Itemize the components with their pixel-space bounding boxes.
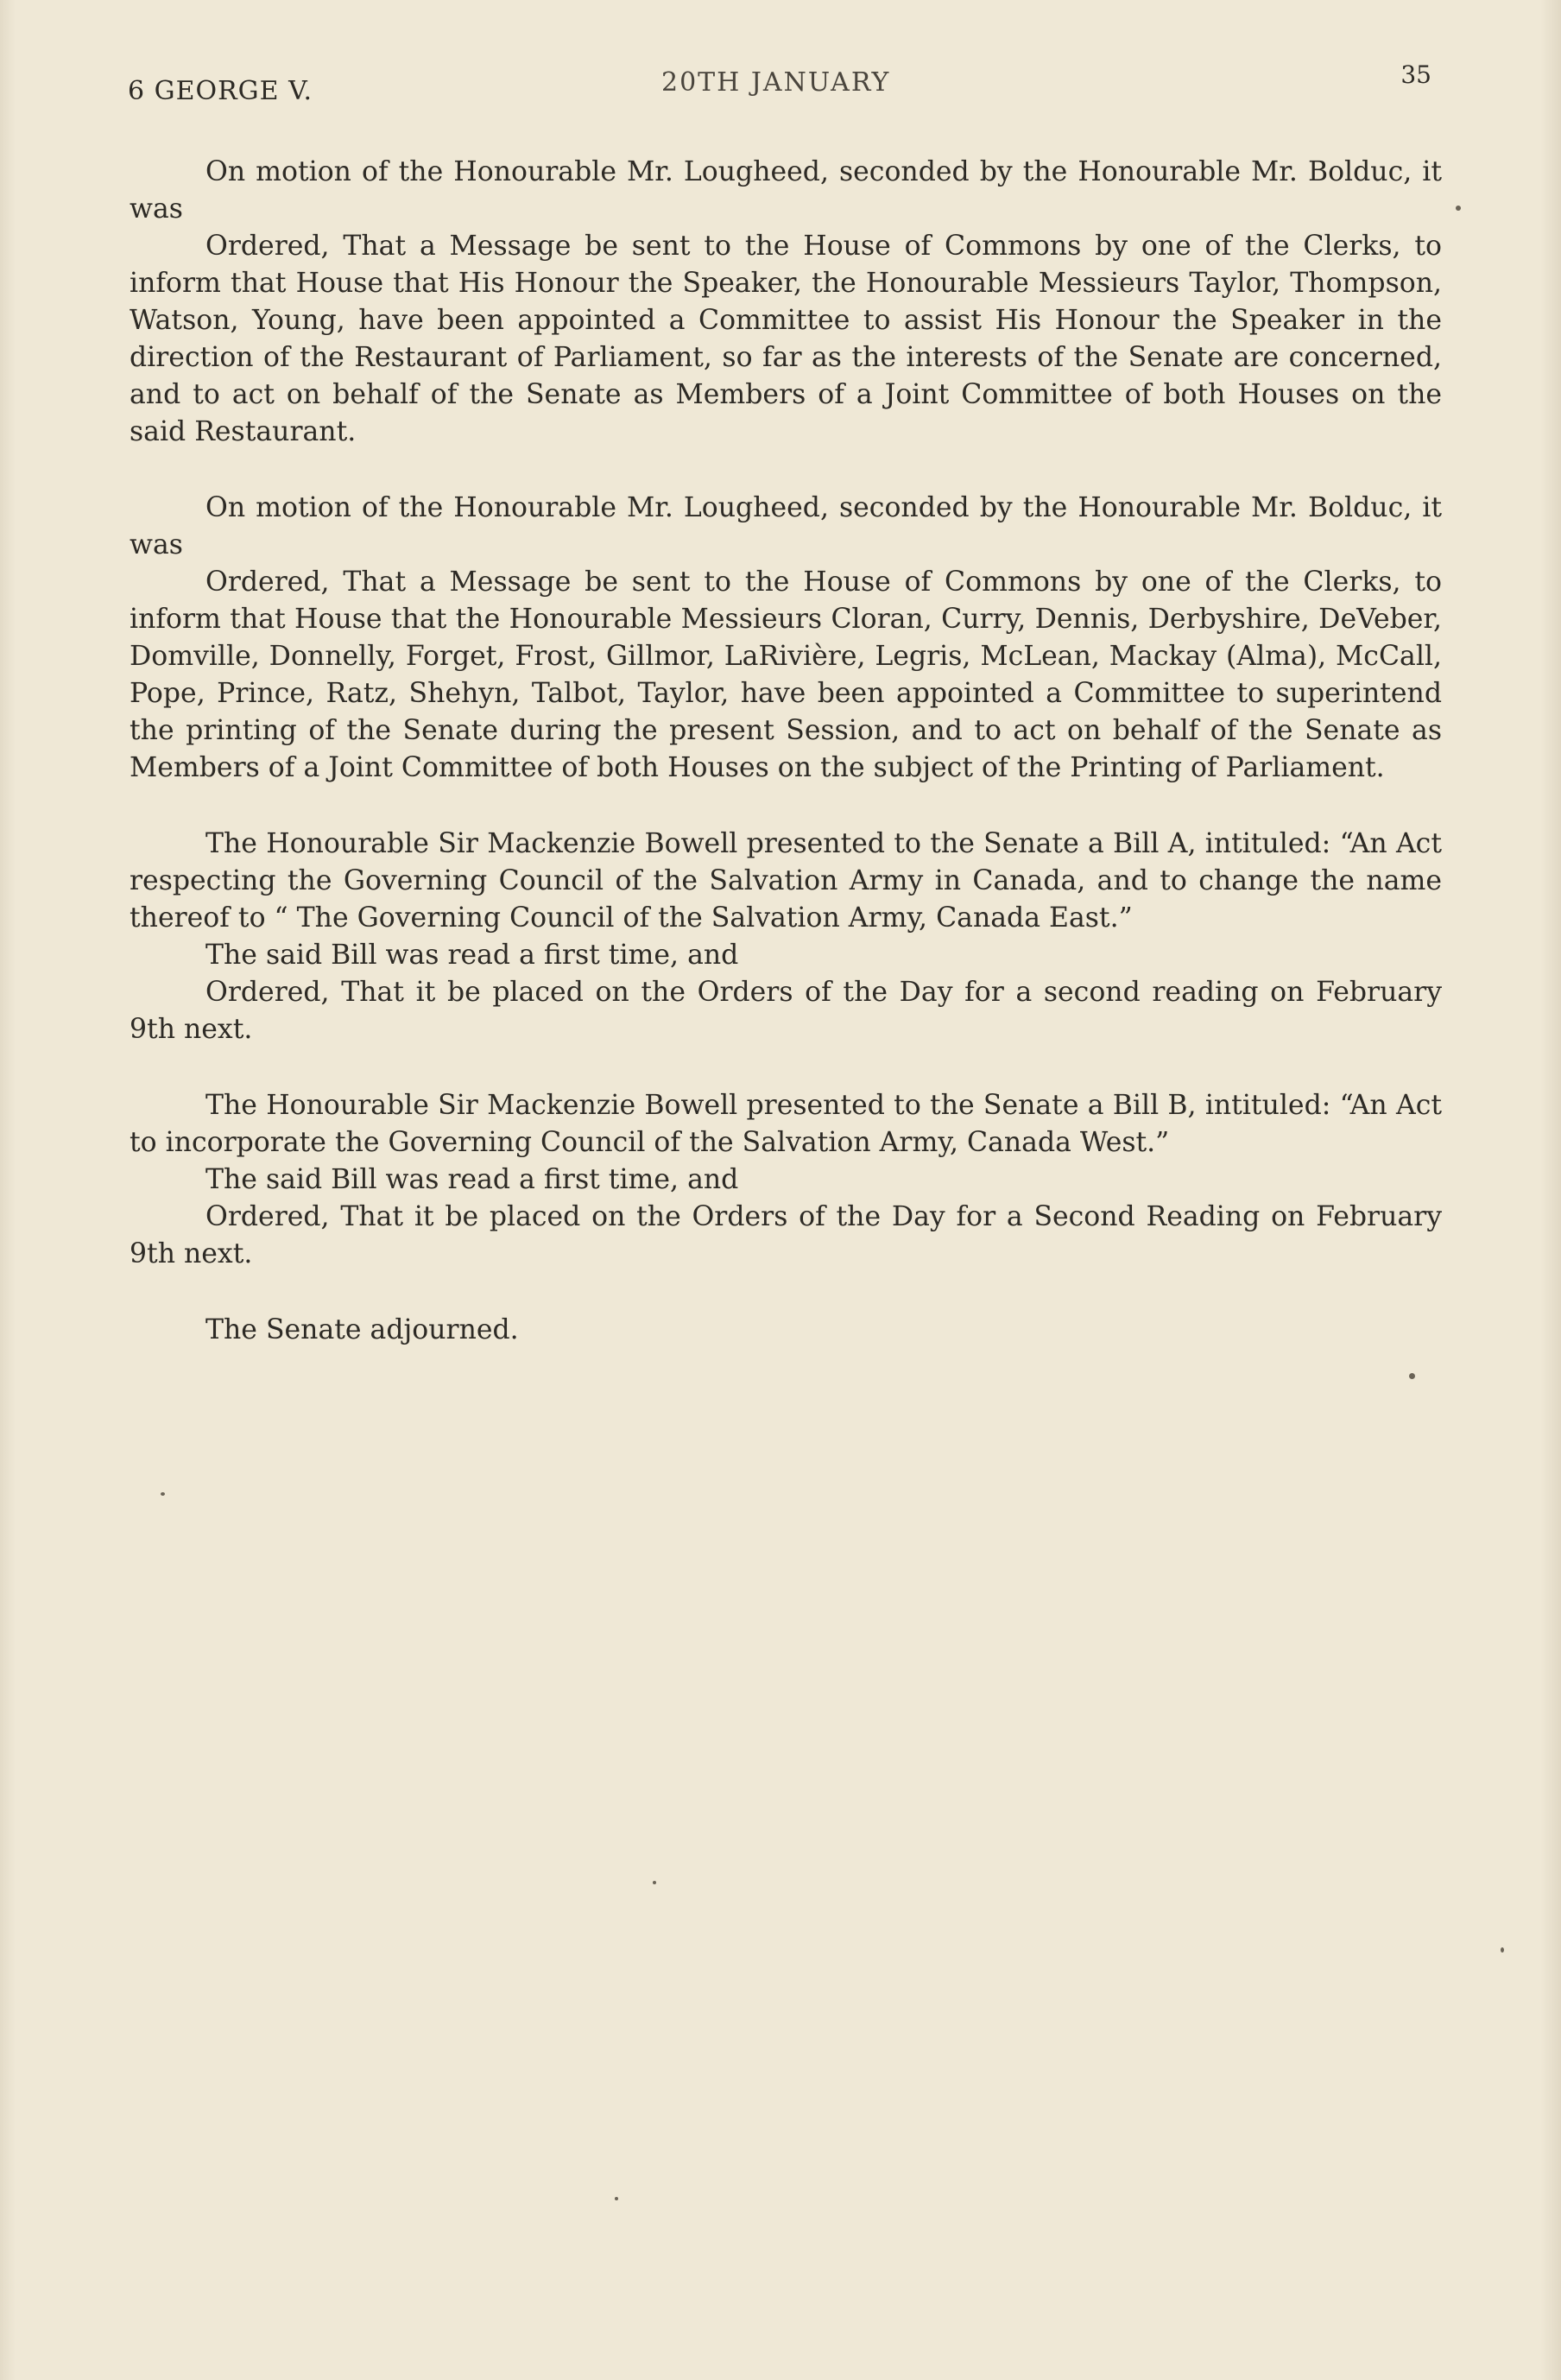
header-date: 20TH JANUARY (661, 67, 891, 98)
bill-presented-paragraph: The Honourable Sir Mackenzie Bowell presented to the Senate a Bill B, intituled: “An Act to incorporate the Governing Council of the Salvation Army, Canada West.” (130, 1090, 1442, 1158)
bill-order-paragraph: Ordered, That it be placed on the Orders of the Day for a Second Reading on February 9th next. (130, 1201, 1442, 1269)
paper-speck (1456, 206, 1461, 211)
section-gap (130, 1048, 1442, 1087)
order-paragraph: Ordered, That a Message be sent to the House of Commons by one of the Clerks, to inform that House that the Honourable Messieurs Cloran, Curry, Dennis, Derbyshire, DeVeber, Domville, Donnelly, Forget, Frost, Gillmor, LaRivière, Legris, McLean, Mackay (Alma), McCall, Pope, Prince, Ratz, Shehyn, Talbot, Taylor, have been appointed a Committee to superintend the printing of the Senate during the present Session, and to act on behalf of the Senate as Members of a Joint Committee of both Houses on the subject of the Printing of Parliament. (130, 567, 1442, 783)
bill-reading-paragraph: The said Bill was read a first time, and (205, 1164, 739, 1195)
paper-speck (161, 1492, 165, 1496)
section-gap (130, 451, 1442, 490)
bill-order-paragraph: Ordered, That it be placed on the Orders of the Day for a second reading on February 9th next. (130, 977, 1442, 1045)
journal-body (130, 154, 1442, 1349)
adjournment-line: The Senate adjourned. (205, 1314, 519, 1345)
section-gap (130, 787, 1442, 826)
bill-reading-paragraph: The said Bill was read a first time, and (205, 940, 739, 971)
paper-speck (615, 2197, 618, 2200)
page-header (128, 60, 1431, 106)
page-number: 35 (1400, 60, 1431, 89)
paper-speck (1409, 1373, 1415, 1379)
order-paragraph: Ordered, That a Message be sent to the House of Commons by one of the Clerks, to inform that House that His Honour the Speaker, the Honourable Messieurs Taylor, Thompson, Watson, Young, have been appointed a Committee to assist His Honour the Speaker in the direction of the Restaurant of Parliament, so far as the interests of the Senate are concerned, and to act on behalf of the Senate as Members of a Joint Committee of both Houses on the said Restaurant. (130, 231, 1442, 447)
motion-paragraph: On motion of the Honourable Mr. Lougheed, seconded by the Honourable Mr. Bolduc, it was (130, 156, 1442, 225)
section-gap (130, 1273, 1442, 1312)
bill-presented-paragraph: The Honourable Sir Mackenzie Bowell presented to the Senate a Bill A, intituled: “An Act respecting the Governing Council of the Salvation Army in Canada, and to change the name thereof to “ The Governing Council of the Salvation Army, Canada East.” (130, 828, 1442, 934)
paper-speck (653, 1881, 656, 1884)
paper-speck (1501, 1947, 1504, 1953)
header-regnal-year: 6 GEORGE V. (128, 76, 313, 106)
motion-paragraph: On motion of the Honourable Mr. Lougheed, seconded by the Honourable Mr. Bolduc, it was (130, 492, 1442, 560)
